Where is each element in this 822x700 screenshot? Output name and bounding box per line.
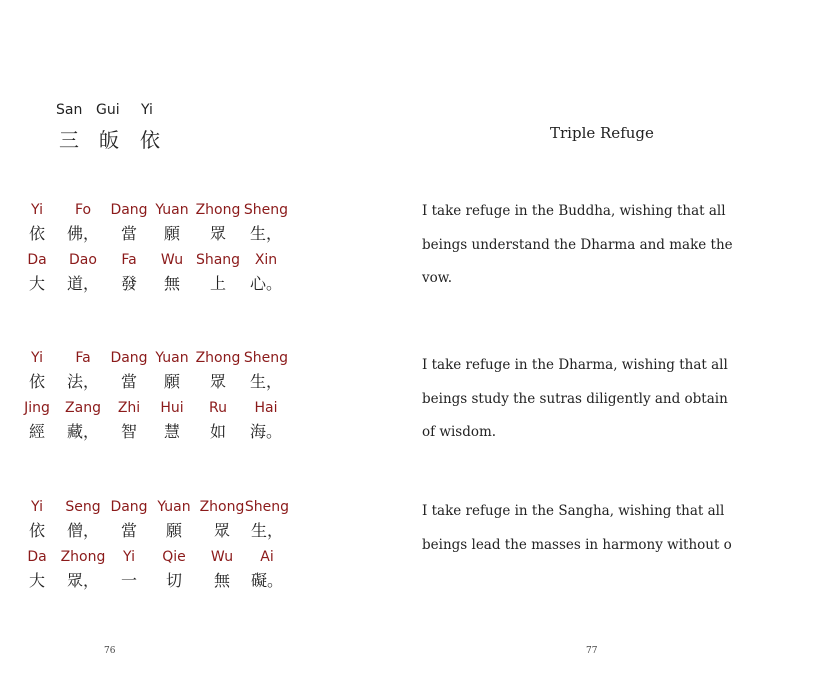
chinese-character: 心。 bbox=[249, 274, 282, 293]
verse-line bbox=[22, 350, 302, 400]
refuge-paragraph-buddha bbox=[422, 195, 822, 296]
pinyin-syllable: Hai bbox=[254, 400, 278, 416]
chinese-character: 願 bbox=[163, 372, 180, 391]
pinyin-syllable: Dang bbox=[110, 499, 148, 515]
chinese-character: 願 bbox=[165, 521, 182, 540]
page-title: Triple Refuge bbox=[550, 124, 654, 142]
title-pinyin-syllable: Yi bbox=[141, 102, 153, 118]
verse-line bbox=[22, 499, 302, 549]
pinyin-syllable: Zang bbox=[65, 400, 101, 416]
chinese-character: 眾， bbox=[66, 571, 99, 590]
verse-line bbox=[22, 202, 302, 252]
pinyin-syllable: Zhi bbox=[117, 400, 141, 416]
pinyin-syllable: Fa bbox=[121, 252, 137, 268]
verse-line bbox=[22, 400, 302, 450]
chinese-character: 大 bbox=[28, 274, 45, 293]
chinese-character: 當 bbox=[120, 521, 137, 540]
title-character: 依 bbox=[140, 128, 160, 152]
chinese-character: 發 bbox=[120, 274, 137, 293]
chinese-character: 當 bbox=[120, 224, 137, 243]
pinyin-syllable: Ru bbox=[209, 400, 227, 416]
chinese-character: 如 bbox=[209, 422, 226, 441]
chinese-character: 生， bbox=[249, 224, 282, 243]
paragraph-line: beings study the sutras diligently and obtain bbox=[422, 390, 728, 407]
verse-line bbox=[22, 252, 302, 302]
paragraph-line: I take refuge in the Buddha, wishing that all bbox=[422, 203, 726, 219]
verse-sangha bbox=[22, 499, 302, 599]
pinyin-syllable: Sheng bbox=[243, 350, 289, 366]
pinyin-syllable: Yuan bbox=[155, 350, 189, 366]
chinese-character: 依 bbox=[28, 224, 45, 243]
chinese-character: 經 bbox=[28, 422, 45, 441]
paragraph-line: I take refuge in the Dharma, wishing that all bbox=[422, 357, 728, 373]
verse-buddha bbox=[22, 202, 302, 302]
pinyin-syllable: Wu bbox=[210, 549, 234, 565]
pinyin-syllable: Dao bbox=[69, 252, 97, 268]
pinyin-syllable: Yuan bbox=[155, 202, 189, 218]
page-number: 77 bbox=[586, 646, 598, 656]
chinese-character: 道， bbox=[66, 274, 99, 293]
chinese-character: 眾 bbox=[213, 521, 230, 540]
verse-dharma bbox=[22, 350, 302, 450]
left-page bbox=[0, 0, 350, 700]
chinese-character: 一 bbox=[120, 571, 137, 590]
chinese-character: 依 bbox=[28, 372, 45, 391]
paragraph-line: vow. bbox=[422, 270, 452, 286]
chinese-character: 生， bbox=[249, 372, 282, 391]
title-pinyin-syllable: San bbox=[56, 102, 83, 118]
refuge-paragraph-dharma bbox=[422, 349, 822, 450]
pinyin-syllable: Ai bbox=[260, 549, 274, 565]
pinyin-syllable: Hui bbox=[160, 400, 184, 416]
pinyin-syllable: Wu bbox=[160, 252, 184, 268]
chinese-character: 生， bbox=[250, 521, 283, 540]
pinyin-syllable: Yi bbox=[31, 350, 43, 366]
paragraph-line: beings understand the Dharma and make the bbox=[422, 236, 733, 253]
pinyin-syllable: Zhong bbox=[199, 499, 245, 515]
chinese-character: 大 bbox=[28, 571, 45, 590]
pinyin-syllable: Fa bbox=[75, 350, 91, 366]
pinyin-syllable: Sheng bbox=[243, 202, 289, 218]
chinese-character: 眾 bbox=[209, 372, 226, 391]
pinyin-syllable: Fo bbox=[74, 202, 92, 218]
pinyin-syllable: Da bbox=[27, 549, 47, 565]
paragraph-line: beings lead the masses in harmony without o bbox=[422, 536, 732, 553]
pinyin-syllable: Da bbox=[27, 252, 47, 268]
pinyin-syllable: Zhong bbox=[60, 549, 106, 565]
pinyin-syllable: Zhong bbox=[195, 202, 241, 218]
pinyin-syllable: Dang bbox=[110, 350, 148, 366]
paragraph-line: of wisdom. bbox=[422, 424, 497, 440]
pinyin-syllable: Yi bbox=[123, 549, 135, 565]
paragraph-line: I take refuge in the Sangha, wishing that all bbox=[422, 503, 725, 519]
pinyin-syllable: Yuan bbox=[157, 499, 191, 515]
pinyin-syllable: Qie bbox=[162, 549, 186, 565]
chinese-character: 海。 bbox=[249, 422, 282, 441]
pinyin-syllable: Zhong bbox=[195, 350, 241, 366]
chinese-character: 願 bbox=[163, 224, 180, 243]
title-pinyin-syllable: Gui bbox=[96, 102, 120, 118]
pinyin-syllable: Xin bbox=[254, 252, 278, 268]
chinese-character: 佛， bbox=[66, 224, 99, 243]
chinese-character: 無 bbox=[163, 274, 180, 293]
chinese-character: 僧， bbox=[66, 521, 99, 540]
right-page bbox=[350, 0, 733, 700]
chinese-character: 法， bbox=[66, 372, 99, 391]
chinese-character: 智 bbox=[120, 422, 137, 441]
chinese-character: 礙。 bbox=[250, 571, 283, 590]
chinese-character: 切 bbox=[165, 571, 182, 590]
pinyin-syllable: Yi bbox=[31, 202, 43, 218]
chinese-character: 當 bbox=[120, 372, 137, 391]
pinyin-syllable: Sheng bbox=[244, 499, 290, 515]
pinyin-syllable: Dang bbox=[110, 202, 148, 218]
chinese-character: 眾 bbox=[209, 224, 226, 243]
chinese-character: 藏， bbox=[66, 422, 99, 441]
pinyin-syllable: Jing bbox=[24, 400, 50, 416]
chinese-character: 無 bbox=[213, 571, 230, 590]
chinese-character: 上 bbox=[209, 274, 226, 293]
title-character: 三 bbox=[59, 128, 79, 152]
chinese-character: 慧 bbox=[163, 422, 180, 441]
pinyin-syllable: Seng bbox=[65, 499, 101, 515]
pinyin-syllable: Shang bbox=[195, 252, 241, 268]
verse-line bbox=[22, 549, 302, 599]
refuge-paragraph-sangha bbox=[422, 495, 822, 562]
title-character: 皈 bbox=[99, 128, 119, 152]
pinyin-syllable: Yi bbox=[31, 499, 43, 515]
page-number: 76 bbox=[104, 646, 116, 656]
chinese-character: 依 bbox=[28, 521, 45, 540]
